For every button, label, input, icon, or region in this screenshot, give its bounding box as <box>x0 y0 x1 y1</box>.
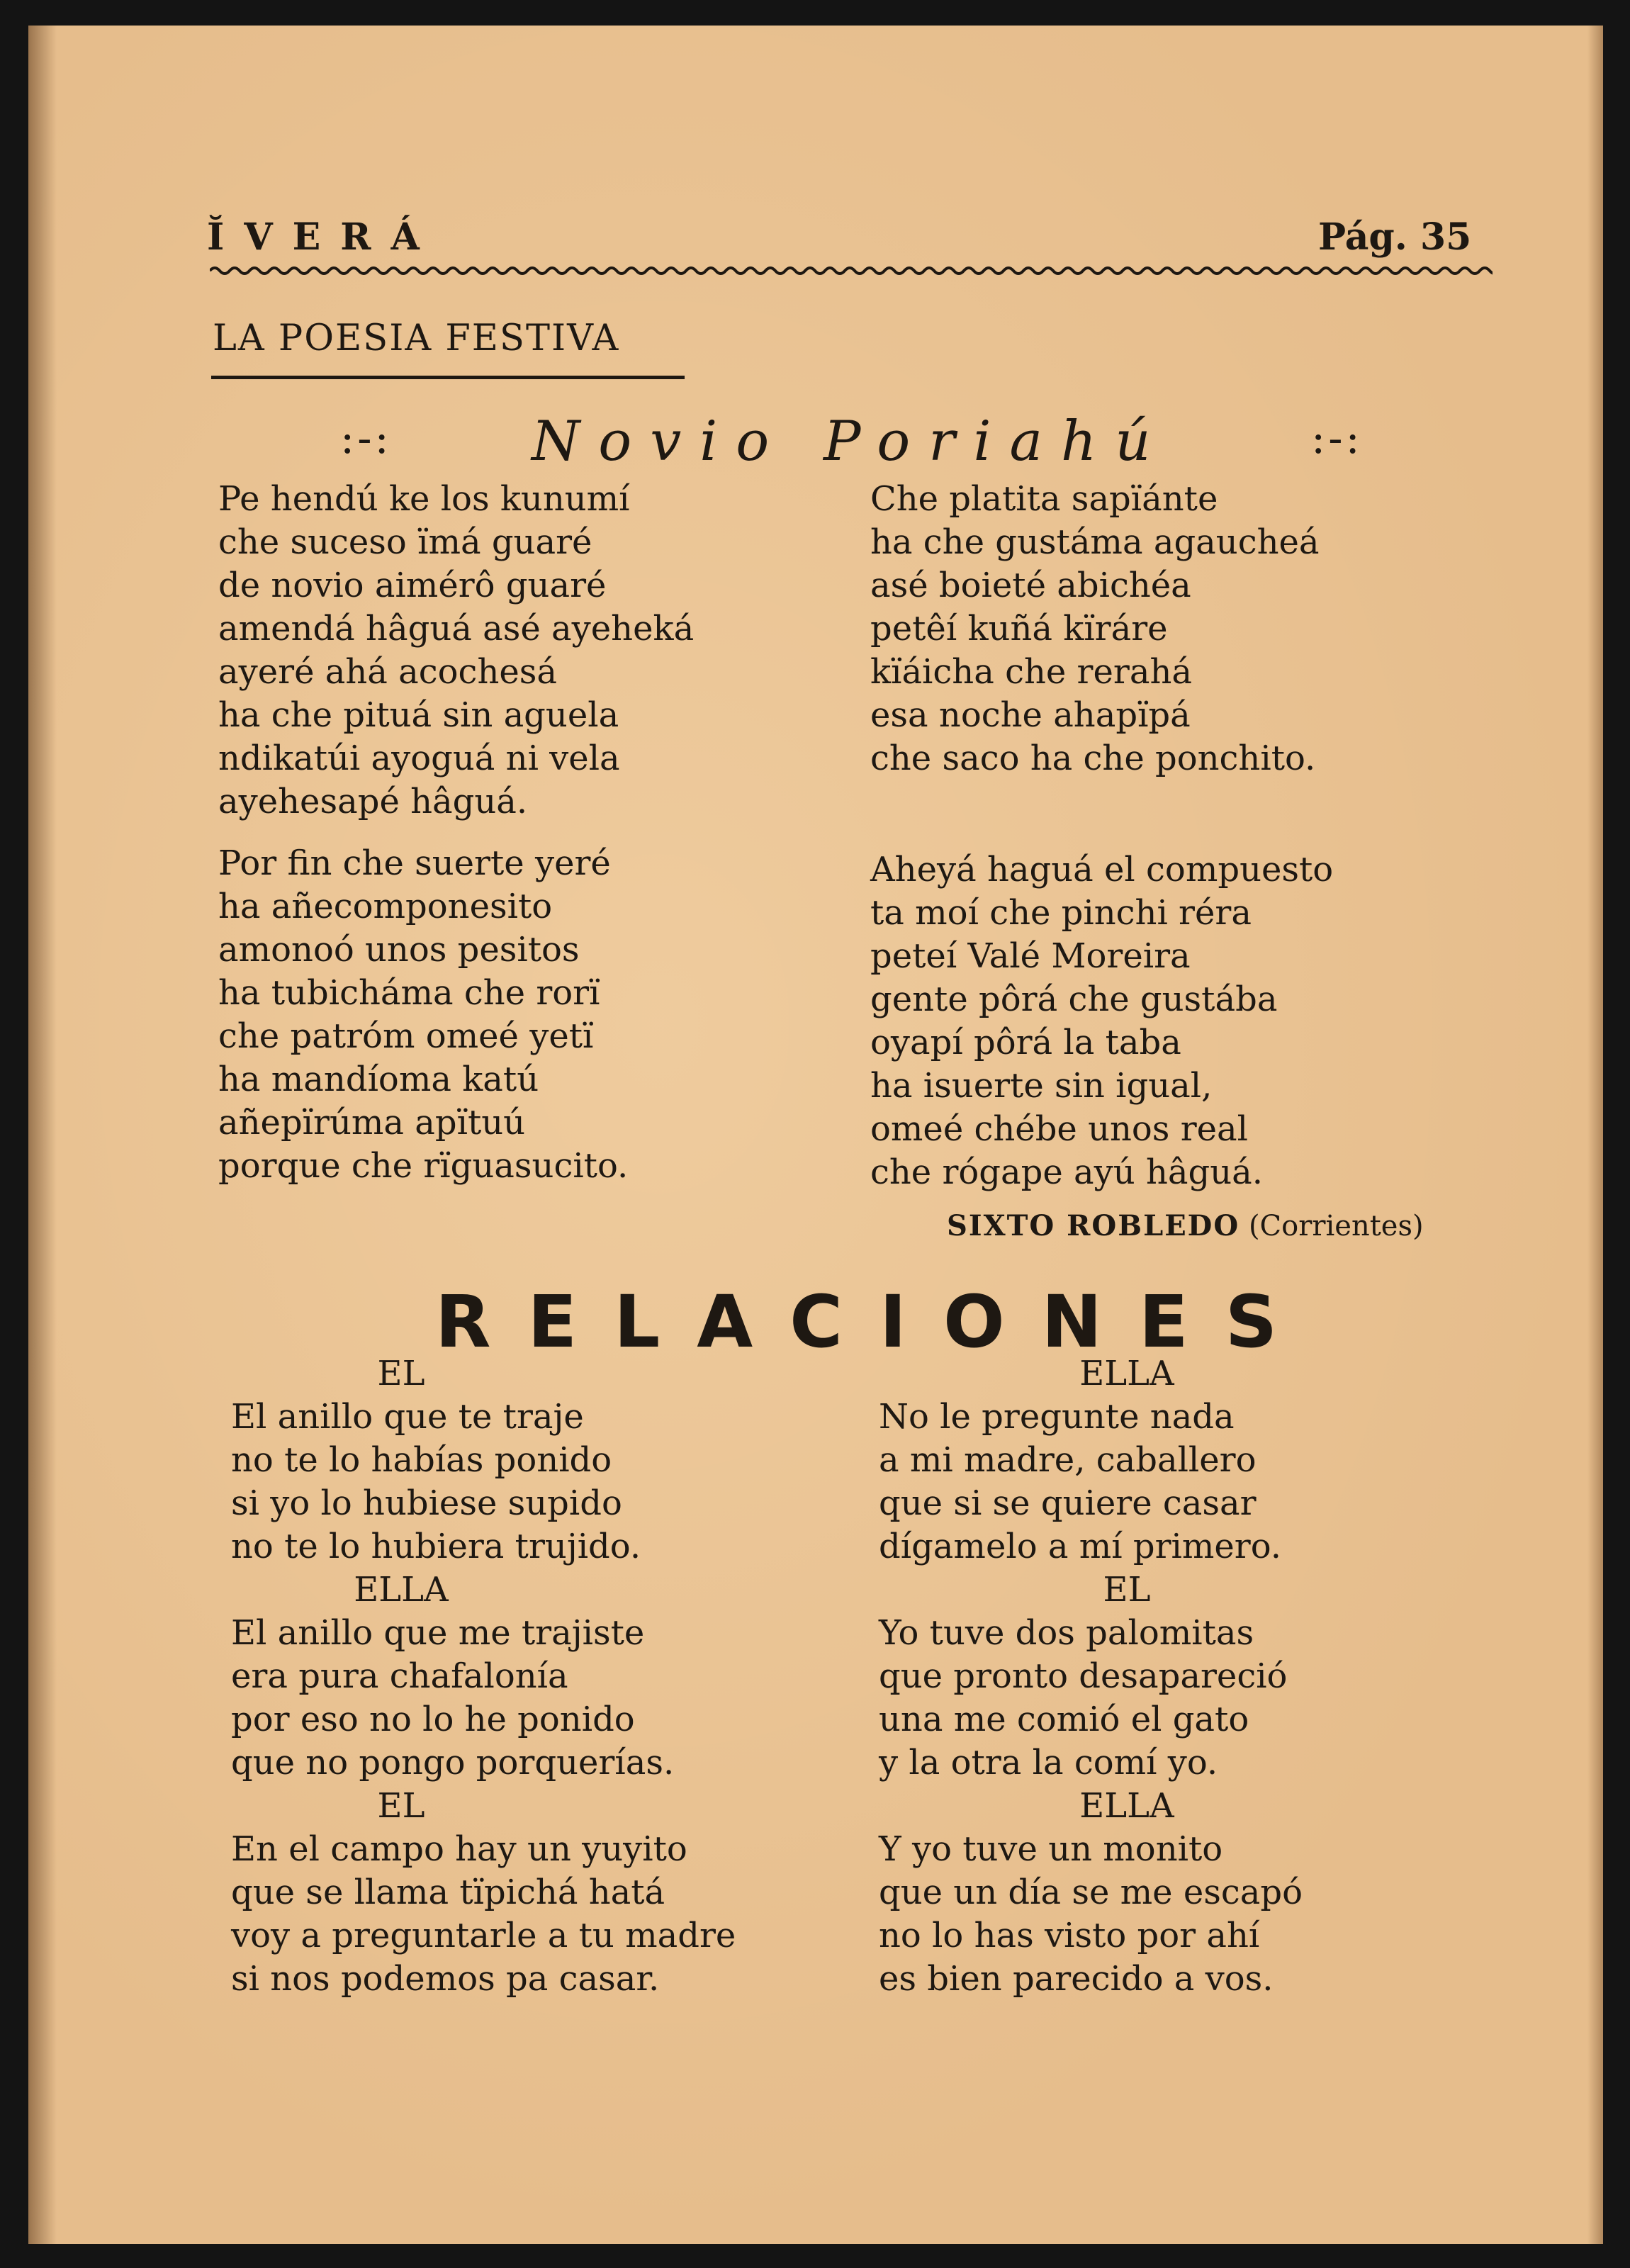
poem-line: petêí kuñá kïráre <box>870 609 1168 649</box>
poem-line: che patróm omeé yetï <box>218 1016 594 1056</box>
title-ornament-left: :-: <box>340 414 392 464</box>
author-place: (Corrientes) <box>1248 1210 1424 1242</box>
relaciones-right-column <box>879 1352 1446 2001</box>
poem-line: Por fin che suerte yeré <box>218 843 611 883</box>
poem-line: asé boieté abichéa <box>870 566 1191 605</box>
verse-line: no te lo habías ponido <box>231 1440 612 1480</box>
poem-line: gente pôrá che gustába <box>870 979 1278 1019</box>
relaciones-left-column <box>231 1352 770 2001</box>
stanza <box>870 848 1333 1194</box>
section-underline <box>211 376 685 379</box>
speaker-label: EL <box>377 1786 425 1826</box>
poem-line: de novio aimérô guaré <box>218 566 607 605</box>
page-number: Pág. 35 <box>1318 215 1472 259</box>
verse-line: que pronto desapareció <box>879 1656 1288 1696</box>
verse-line: El anillo que me trajiste <box>231 1613 645 1653</box>
verse-line: dígamelo a mí primero. <box>879 1527 1282 1566</box>
speaker-label: ELLA <box>1079 1354 1174 1393</box>
poem-line: Che platita sapïánte <box>870 479 1218 519</box>
wavy-header-rule <box>210 264 1493 278</box>
poem-line: che rógape ayú hâguá. <box>870 1152 1263 1192</box>
verse-line: que se llama tïpichá hatá <box>231 1873 665 1912</box>
poem-line: ha isuerte sin igual, <box>870 1066 1213 1106</box>
poem-line: Pe hendú ke los kunumí <box>218 479 630 519</box>
verse-line: una me comió el gato <box>879 1700 1249 1739</box>
speaker-label: EL <box>377 1354 425 1393</box>
page-edge-shadow <box>1587 26 1603 2244</box>
poem-line: ha che gustáma agaucheá <box>870 522 1320 562</box>
poem-line: ha añecomponesito <box>218 887 553 926</box>
verse-line: En el campo hay un yuyito <box>231 1829 687 1869</box>
poem-line: ta moí che pinchi réra <box>870 893 1252 933</box>
poem-line: esa noche ahapïpá <box>870 695 1191 735</box>
verse-line: Y yo tuve un monito <box>879 1829 1223 1869</box>
verse-line: a mi madre, caballero <box>879 1440 1257 1480</box>
title-ornament-right: :-: <box>1311 414 1363 464</box>
speaker-label: ELLA <box>354 1570 449 1610</box>
stanza <box>218 842 694 1188</box>
verse-line: que no pongo porquerías. <box>231 1743 675 1783</box>
verse-line: es bien parecido a vos. <box>879 1959 1274 1999</box>
poem-line: omeé chébe unos real <box>870 1109 1249 1149</box>
verse-line: y la otra la comí yo. <box>879 1743 1218 1783</box>
page-spine-shadow <box>28 26 57 2244</box>
poem-line: ha tubicháma che rorï <box>218 973 600 1013</box>
poem-title: Novio Poriahú <box>532 410 1169 473</box>
verse-line: no lo has visto por ahí <box>879 1916 1260 1955</box>
verse-line: No le pregunte nada <box>879 1397 1235 1437</box>
verse-line: no te lo hubiera trujido. <box>231 1527 641 1566</box>
poem-line: ayehesapé hâguá. <box>218 782 528 821</box>
magazine-page <box>28 26 1603 2244</box>
verse-line: que un día se me escapó <box>879 1873 1303 1912</box>
relaciones-title: RELACIONES <box>435 1280 1315 1364</box>
poem-line: ayeré ahá acochesá <box>218 652 558 692</box>
poem-line: amendá hâguá asé ayeheká <box>218 609 695 649</box>
stanza <box>870 478 1333 780</box>
poem-line: che saco ha che ponchito. <box>870 739 1316 778</box>
poem-line: amonoó unos pesitos <box>218 930 580 970</box>
poem-line: peteí Valé Moreira <box>870 936 1191 976</box>
poem-line: oyapí pôrá la taba <box>870 1023 1181 1062</box>
magazine-title: ĬVERÁ <box>207 215 439 259</box>
section-label: LA POESIA FESTIVA <box>213 318 620 359</box>
poem-line: che suceso ïmá guaré <box>218 522 592 562</box>
poem-line: ha mandíoma katú <box>218 1060 539 1099</box>
verse-line: voy a preguntarle a tu madre <box>231 1916 736 1955</box>
poem1-right-column <box>870 478 1333 1194</box>
verse-line: era pura chafalonía <box>231 1656 568 1696</box>
verse-line: por eso no lo he ponido <box>231 1700 635 1739</box>
verse-line: si yo lo hubiese supido <box>231 1483 622 1523</box>
stanza <box>218 478 694 824</box>
poem-title-row <box>340 410 1446 478</box>
verse-line: que si se quiere casar <box>879 1483 1257 1523</box>
poem-line: ndikatúi ayoguá ni vela <box>218 739 620 778</box>
verse-line: si nos podemos pa casar. <box>231 1959 660 1999</box>
poem-line: ha che pituá sin aguela <box>218 695 619 735</box>
speaker-label: ELLA <box>1079 1786 1174 1826</box>
poem-line: Aheyá haguá el compuesto <box>870 850 1334 889</box>
poem1-left-column <box>218 478 694 1188</box>
poem-line: añepïrúma apïtuú <box>218 1103 526 1143</box>
author-credit <box>947 1209 1424 1242</box>
verse-line: Yo tuve dos palomitas <box>879 1613 1254 1653</box>
speaker-label: EL <box>1103 1570 1151 1610</box>
poem-line: kïáicha che rerahá <box>870 652 1192 692</box>
author-name: SIXTO ROBLEDO <box>947 1209 1240 1242</box>
verse-line: El anillo que te traje <box>231 1397 584 1437</box>
poem-line: porque che rïguasucito. <box>218 1146 629 1186</box>
